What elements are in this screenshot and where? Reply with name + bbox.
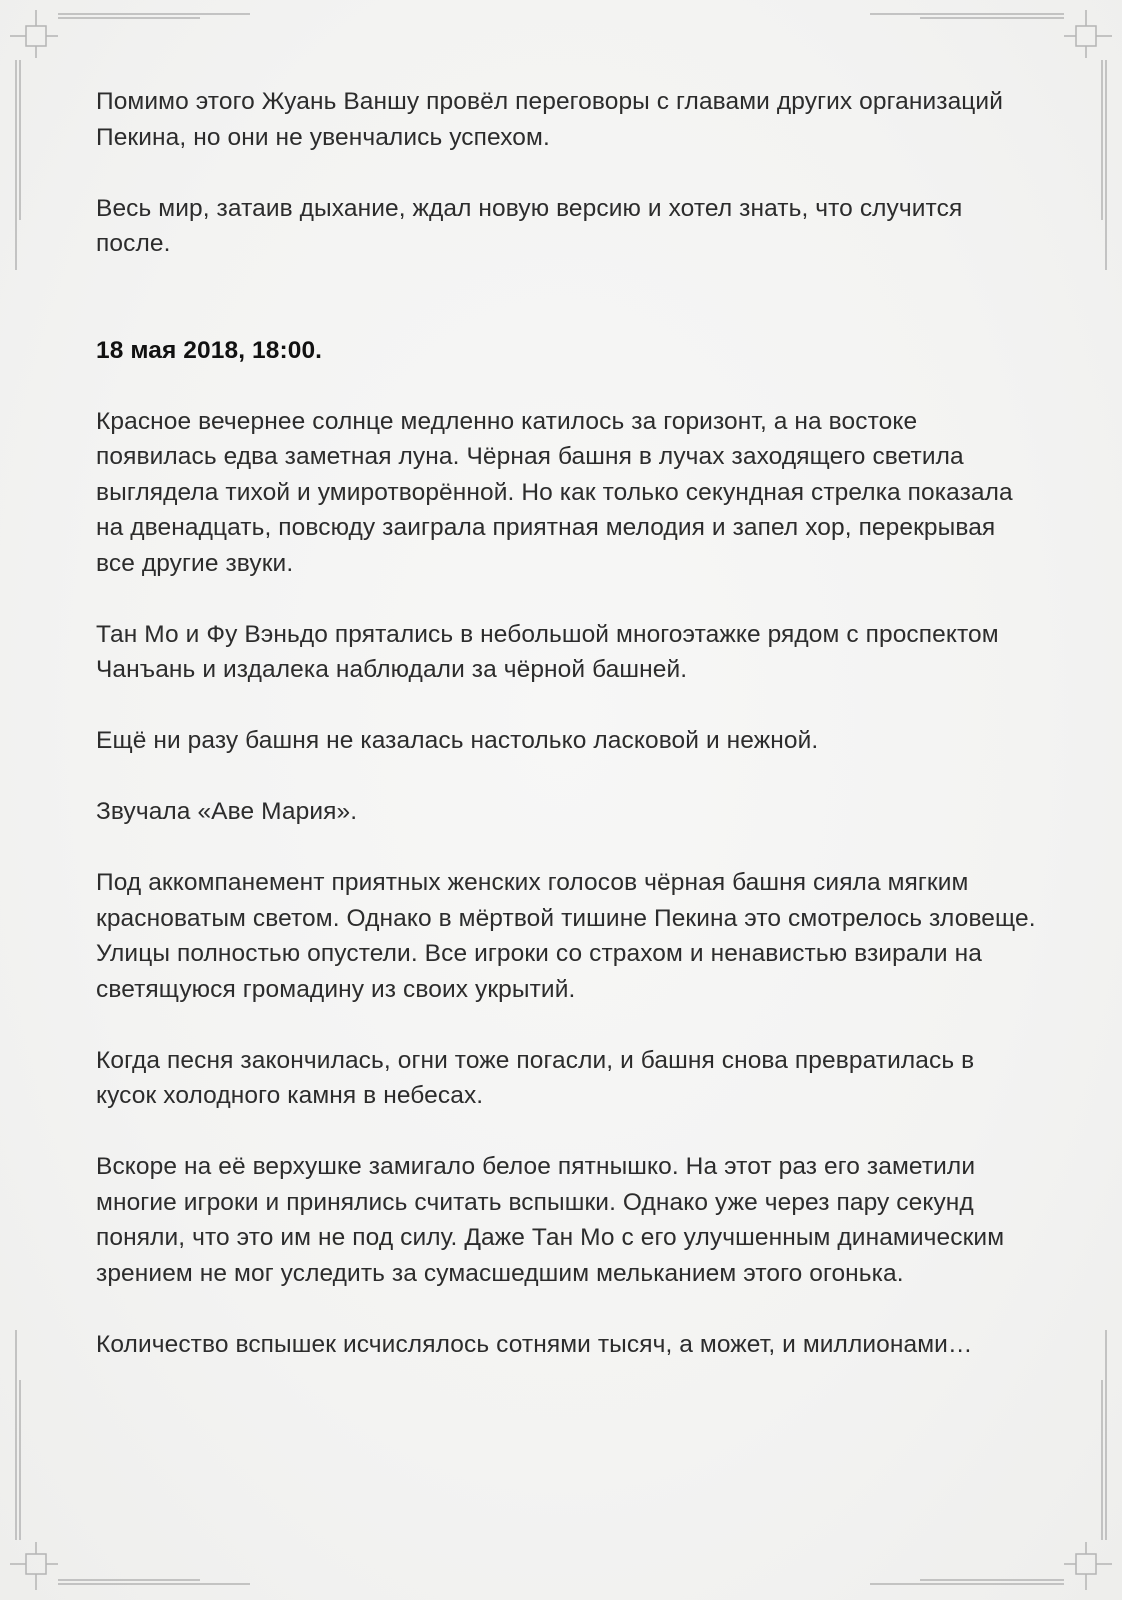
paragraph: Количество вспышек исчислялось сотнями тысяч, а может, и миллионами… (96, 1330, 973, 1358)
paragraph: Под аккомпанемент приятных женских голосов чёрная башня сияла мягким красноватым светом. Однако в мёртвой тишине Пекина это смотрелось зловеще. Улицы полностью опустели. Все игроки со страхом и ненавистью взирали на светящуюся громадину из своих укрытий. (96, 869, 1036, 1003)
paragraph: Красное вечернее солнце медленно катилось за горизонт, а на востоке появилась едва заметная луна. Чёрная башня в лучах заходящего светила выглядела тихой и умиротворённой. Но как только секундная стрелка показала на двенадцать, повсюду заиграла приятная мелодия и запел хор, перекрывая все другие звуки. (96, 407, 1013, 577)
paragraph: Весь мир, затаив дыхание, ждал новую версию и хотел знать, что случится после. (96, 194, 963, 257)
paragraph: Когда песня закончилась, огни тоже погасли, и башня снова превратилась в кусок холодного камня в небесах. (96, 1046, 975, 1109)
paragraph: Тан Мо и Фу Вэньдо прятались в небольшой многоэтажке рядом с проспектом Чанъань и издалека наблюдали за чёрной башней. (96, 620, 999, 683)
section-heading-date: 18 мая 2018, 18:00. (96, 336, 323, 364)
paragraph: Ещё ни разу башня не казалась настолько ласковой и нежной. (96, 727, 819, 754)
paragraph: Вскоре на её верхушке замигало белое пятнышко. На этот раз его заметили многие игроки и принялись считать вспышки. Однако уже через пару секунд поняли, что это им не под силу. Даже Тан Мо с его улучшенным динамическим зрением не мог уследить за сумасшедшим мельканием этого огонька. (96, 1153, 1005, 1287)
paragraph: Звучала «Аве Мария». (96, 798, 358, 825)
document-body (96, 84, 1036, 1398)
paragraph: Помимо этого Жуань Ваншу провёл переговоры с главами других организаций Пекина, но они не увенчались успехом. (96, 88, 1004, 151)
